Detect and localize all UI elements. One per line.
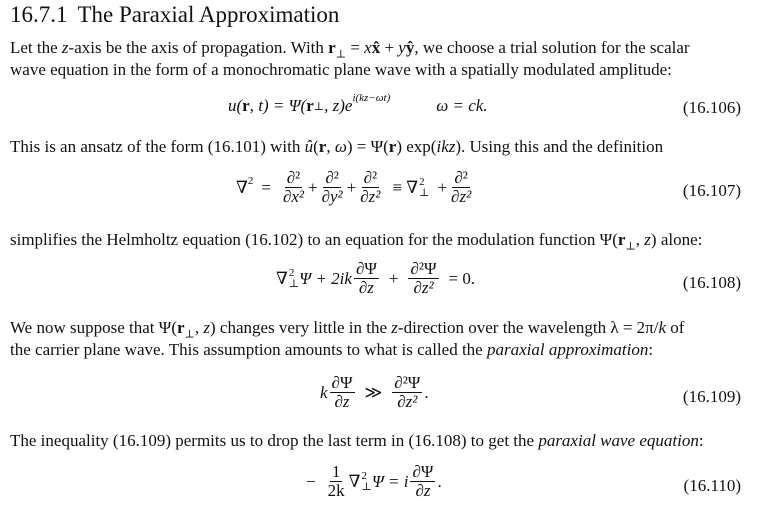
denominator: ∂x²: [282, 187, 305, 206]
text: of: [666, 318, 685, 337]
math: = 0.: [448, 268, 476, 288]
text: ,: [194, 318, 204, 337]
nabla-symbol: ∇: [236, 177, 248, 197]
numerator: ∂Ψ: [412, 462, 434, 481]
text: -direction over the wavelength λ = 2π/: [397, 318, 659, 337]
math-r: r: [242, 96, 250, 115]
emphasis: paraxial wave equation: [538, 431, 699, 450]
section-title: The Paraxial Approximation: [77, 2, 340, 27]
equation-body: [228, 92, 488, 116]
text: simplifies the Helmholtz equation (16.102) to an equation for the modulation function Ψ(: [10, 230, 618, 249]
math-x: x: [364, 38, 372, 57]
math-z: z: [203, 318, 211, 337]
math-ikz: ikz: [436, 137, 456, 156]
text: ) alone:: [650, 230, 703, 249]
text: Let the: [10, 38, 62, 57]
text: ) = Ψ(: [346, 137, 389, 156]
math-yhat: ŷ: [405, 38, 415, 57]
equation-16-106: [0, 94, 757, 120]
denominator: ∂z²: [451, 187, 472, 206]
denominator: ∂z: [415, 481, 431, 500]
math-perp: ⊥: [361, 480, 372, 493]
fraction: [354, 260, 379, 297]
numerator: ∂²: [454, 168, 468, 187]
fraction: [408, 260, 438, 297]
numerator: ∂²: [363, 168, 378, 187]
paragraph-2: [10, 136, 750, 158]
math-y: y: [398, 38, 406, 57]
perp-scripts: [361, 471, 371, 493]
denominator: ∂z²: [397, 392, 418, 411]
equation-tag: (16.109): [682, 387, 741, 406]
math-r: r: [617, 230, 626, 249]
equation-tag: (16.110): [683, 476, 741, 495]
math: , z)e: [324, 96, 353, 115]
math-perp: ⊥: [184, 328, 195, 341]
math-omega: ω: [334, 137, 347, 156]
perp-scripts: [419, 177, 429, 199]
math: =: [261, 177, 271, 197]
math-omega: ω = ck.: [436, 96, 488, 115]
denominator: ∂z²: [413, 278, 434, 297]
math: u(: [228, 96, 243, 115]
text: the carrier plane wave. This assumption amounts to what is called the: [10, 340, 487, 359]
text: , we choose a trial solution for the scalar: [414, 38, 690, 57]
math-r: r: [306, 96, 314, 115]
math-z: z: [391, 318, 398, 337]
math-perp: ⊥: [625, 240, 636, 253]
denominator: ∂z: [334, 392, 350, 411]
equation-body: [306, 463, 442, 500]
equation-body: [320, 374, 429, 411]
math: Ψ = i: [371, 471, 409, 491]
text: ). Using this and the definition: [455, 137, 664, 156]
text: ) changes very little in the: [210, 318, 392, 337]
emphasis: paraxial approximation: [486, 340, 649, 359]
paragraph-3: [10, 229, 750, 257]
math-perp: ⊥: [335, 48, 347, 61]
math-perp: ⊥: [288, 277, 300, 290]
math-r: r: [388, 137, 397, 156]
math: ≫: [364, 382, 383, 402]
equation-16-108: [0, 258, 757, 306]
fraction: [358, 169, 382, 206]
fraction: [392, 374, 422, 411]
math: −: [306, 471, 316, 491]
section-number: 16.7.1: [10, 2, 68, 27]
math-r: r: [176, 318, 185, 337]
numerator: ∂Ψ: [331, 373, 353, 392]
paragraph-4-line-2: [10, 339, 750, 361]
text: ,: [635, 230, 645, 249]
math-k: k: [658, 318, 667, 337]
numerator: ∂²Ψ: [410, 259, 437, 278]
math-z: z: [644, 230, 651, 249]
denominator: ∂z: [358, 278, 374, 297]
numerator: ∂²: [325, 168, 339, 187]
fraction: [326, 463, 347, 500]
math-exponent: 2: [419, 175, 425, 188]
text: (: [313, 137, 319, 156]
nabla-symbol: ∇: [276, 268, 288, 288]
text: =: [346, 38, 365, 57]
math-exponent: i(kz−ωt): [352, 92, 391, 104]
math-xhat: x̂: [371, 38, 381, 57]
math: Ψ + 2ik: [299, 268, 352, 288]
math-exponent: 2: [288, 266, 295, 279]
section-heading: [10, 2, 339, 28]
math-z: z: [61, 38, 69, 57]
text: :: [648, 340, 654, 359]
math: +: [437, 177, 448, 197]
nabla-symbol: ∇: [348, 471, 361, 491]
equation-body: [236, 169, 475, 206]
denominator: ∂y²: [321, 187, 343, 206]
paragraph-5: [10, 430, 750, 452]
equation-tag: (16.106): [682, 98, 741, 117]
numerator: ∂²: [286, 168, 301, 187]
math-perp: ⊥: [419, 186, 430, 199]
fraction: [449, 169, 473, 206]
text: We now suppose that Ψ(: [10, 318, 177, 337]
text: ,: [326, 137, 335, 156]
text: This is an ansatz of the form (16.101) with: [10, 137, 305, 156]
paragraph-1-line-2: wave equation in the form of a monochromatic plane wave with a spatially modulated amplitude:: [10, 60, 672, 79]
numerator: 1: [331, 462, 341, 481]
math-perp: ⊥: [313, 100, 325, 113]
fraction: [410, 463, 435, 500]
math: +: [388, 268, 399, 288]
perp-scripts: [289, 268, 299, 290]
text: +: [380, 38, 399, 57]
math: .: [437, 471, 442, 491]
numerator: ∂Ψ: [355, 259, 377, 278]
math: +: [346, 177, 357, 197]
fraction: [330, 374, 355, 411]
text: -axis be the axis of propagation. With: [68, 38, 329, 57]
numerator: ∂²Ψ: [394, 373, 421, 392]
math-k: k: [320, 382, 328, 402]
math: ≡ ∇: [392, 177, 419, 197]
math-uhat: û: [304, 137, 314, 156]
equation-body: [276, 260, 475, 297]
math-r: r: [328, 38, 336, 57]
text: ) exp(: [396, 137, 437, 156]
math: +: [308, 177, 318, 197]
math-exponent: 2: [361, 469, 367, 482]
fraction: [320, 169, 345, 206]
denominator: 2k: [327, 481, 345, 500]
equation-tag: (16.107): [682, 181, 741, 200]
equation-tag: (16.108): [682, 273, 741, 292]
text: The inequality (16.109) permits us to drop the last term in (16.108) to get the: [10, 431, 539, 450]
math-exponent: 2: [247, 174, 254, 187]
math: .: [424, 382, 429, 402]
math: , t) = Ψ(: [249, 96, 307, 115]
equation-16-109: [0, 372, 757, 420]
denominator: ∂z²: [360, 187, 381, 206]
equation-16-107: [0, 166, 757, 214]
equation-16-110: [0, 461, 757, 509]
text: :: [698, 431, 704, 450]
math-r: r: [318, 137, 327, 156]
fraction: [281, 169, 306, 206]
